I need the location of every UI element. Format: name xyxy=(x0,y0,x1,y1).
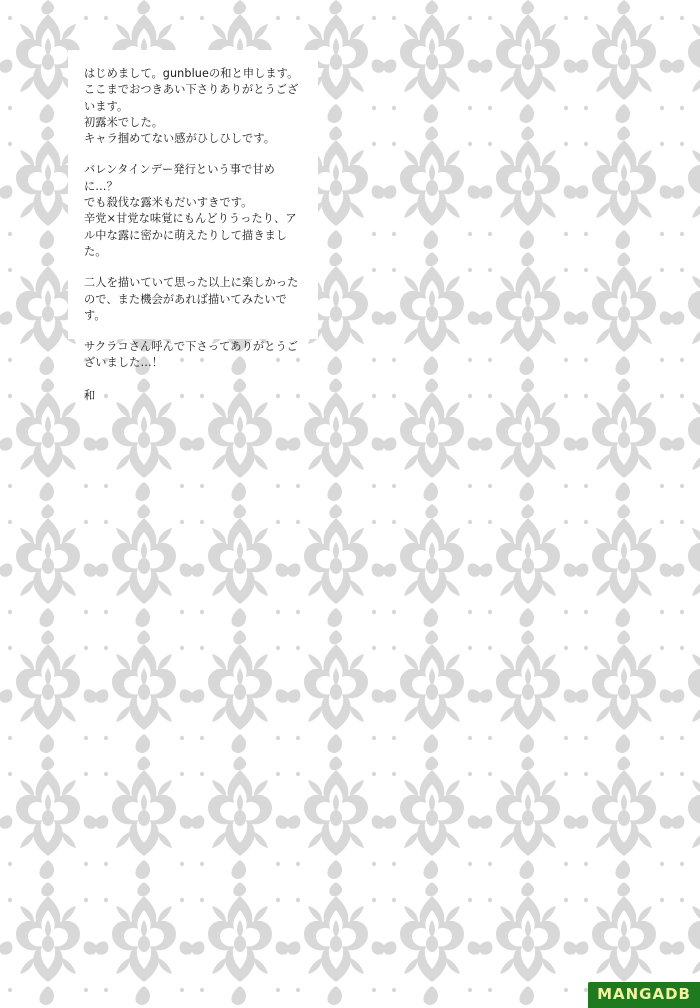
note-line-7: 辛党×甘党な味覚にもんどりうったり、アル中な露に密かに萌えたりして描きました。 xyxy=(84,212,297,258)
watermark-badge: MANGADB xyxy=(588,982,700,1008)
note-line-1: はじめまして。gunblueの和と申します。 xyxy=(84,67,299,80)
note-line-3: 初露米でした。 xyxy=(84,115,164,129)
note-line-2: ここまでおつきあい下さりありがとうございます。 xyxy=(84,83,299,113)
afterword-note-panel xyxy=(68,50,318,402)
note-line-8: 二人を描いていて思った以上に楽しかったので、また機会があれば描いてみたいです。 xyxy=(84,276,299,322)
note-line-4: キャラ掴めてない感がひしひしです。 xyxy=(84,132,275,146)
note-line-5: バレンタインデー発行という事で甘めに…？ xyxy=(84,163,275,193)
note-line-9: サクラコさん呼んで下さってありがとうございました…！ xyxy=(84,340,299,370)
note-line-6: でも殺伐な露米もだいすきです。 xyxy=(84,196,253,210)
note-signature: 和 xyxy=(84,388,96,402)
